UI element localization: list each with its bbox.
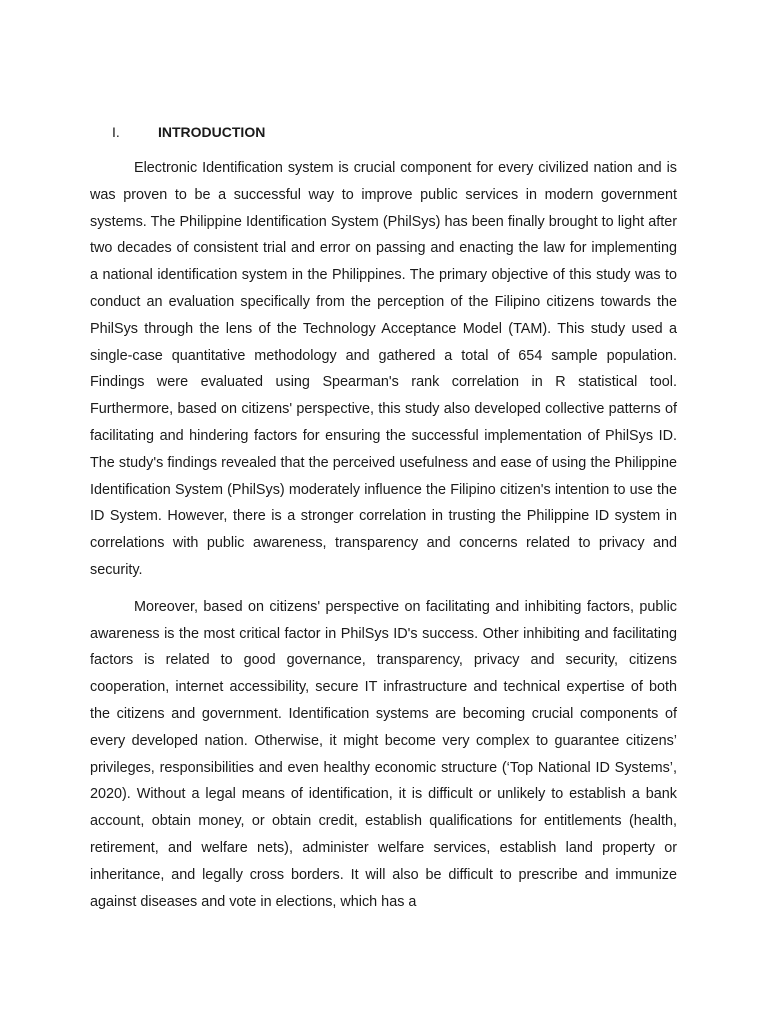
section-title: INTRODUCTION	[158, 124, 266, 140]
paragraph-1: Electronic Identification system is crucial component for every civilized nation and is was proven to be a successful way to improve public services in modern government systems. The Philippine Identification System (PhilSys) has been finally brought to light after two decades of consistent trial and error on passing and enacting the law for implementing a national identification system in the Philippines. The primary objective of this study was to conduct an evaluation specifically from the perception of the Filipino citizens towards the PhilSys through the lens of the Technology Acceptance Model (TAM). This study used a single-case quantitative methodology and gathered a total of 654 sample population. Findings were evaluated using Spearman's rank correlation in R statistical tool. Furthermore, based on citizens' perspective, this study also developed collective patterns of facilitating and hindering factors for ensuring the successful implementation of PhilSys ID. The study's findings revealed that the perceived usefulness and ease of using the Philippine Identification System (PhilSys) moderately influence the Filipino citizen's intention to use the ID System. However, there is a stronger correlation in trusting the Philippine ID system in correlations with public awareness, transparency and concerns related to privacy and security.	[90, 160, 677, 578]
paragraph-2: Moreover, based on citizens' perspective on facilitating and inhibiting factors, public awareness is the most critical factor in PhilSys ID's success. Other inhibiting and facilitating factors is related to good governance, transparency, privacy and security, citizens cooperation, internet accessibility, secure IT infrastructure and technical expertise of both the citizens and government. Identification systems are becoming crucial components of every developed nation. Otherwise, it might become very complex to guarantee citizens’ privileges, responsibilities and even healthy economic structure (‘Top National ID Systems’, 2020). Without a legal means of identification, it is difficult or unlikely to establish a bank account, obtain money, or obtain credit, establish qualifications for entitlements (health, retirement, and welfare nets), administer welfare services, establish land property or inheritance, and legally cross borders. It will also be difficult to prescribe and immunize against diseases and vote in elections, which has a	[90, 598, 677, 910]
section-heading	[90, 122, 677, 142]
section-number: I.	[112, 124, 120, 140]
body-text	[90, 155, 677, 915]
